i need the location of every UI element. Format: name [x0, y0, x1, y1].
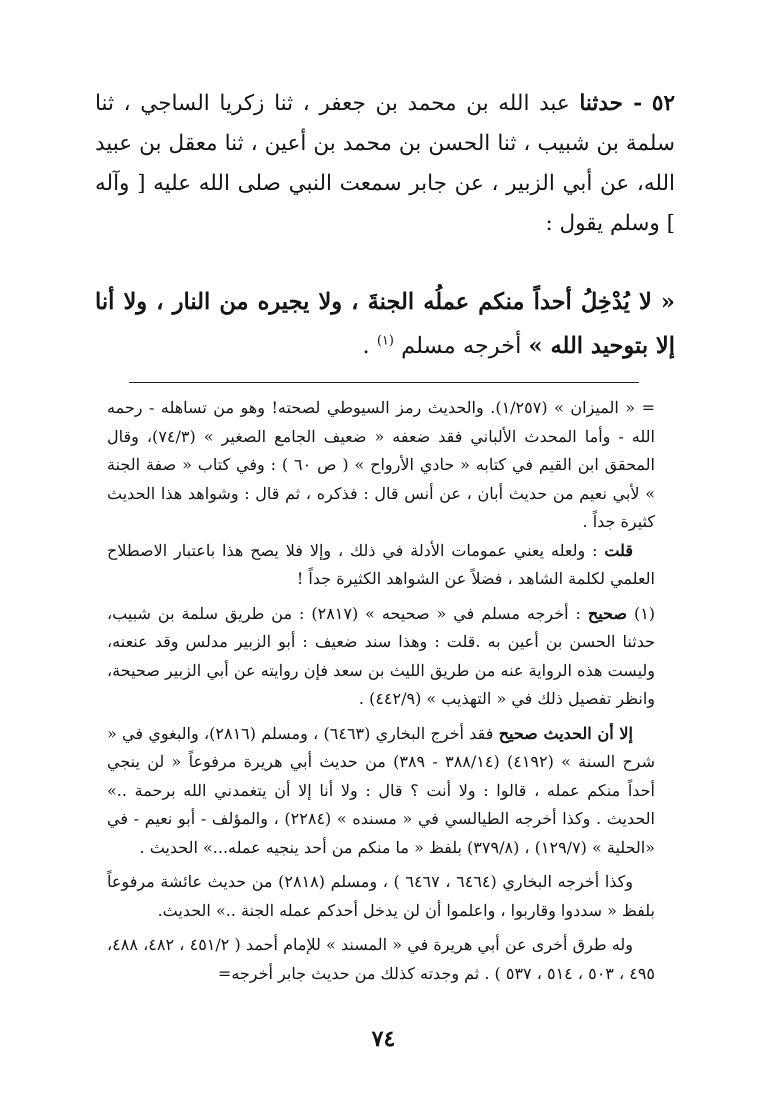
- footnote-separator: [129, 382, 639, 383]
- footnote-1: [107, 600, 655, 714]
- footnote-continuation: = « الميزان » (١/٢٥٧). والحديث رمز السيوطي لصحته! وهو من تساهله - رحمه الله - وأما المحدث الألباني فقد ضعفه « ضعيف الجامع الصغير » (٧٤/٣)، وقال المحقق ابن القيم في كتابه « حادي الأرواح » ( ص ٦٠ ) : وفي كتاب « صفة الجنة » لأبي نعيم من حديث أبان ، عن أنس قال : فذكره ، ثم قال : وشواهد هذا الحديث كثيرة جداً .: [107, 398, 656, 531]
- footnotes-section: [107, 394, 655, 988]
- authentication-text: فقد أخرج البخاري (٦٤٦٣) ، ومسلم (٢٨١٦)، والبغوي في « شرح السنة » (٤١٩٢) (٣٨٨/١٤ - ٣٨٩) من حديث أبي هريرة مرفوعاً « لن ينجي أحداً منكم عمله ، قالوا : ولا أنت ؟ قال : ولا أنا إلا أن يتغمدني الله برحمة ..» الحديث . وكذا أخرجه الطيالسي في « مسنده » (٢٢٨٤) ، والمؤلف - أبو نعيم - في «الحلية » (١٢٩/٧) ، (٣٧٩/٨) بلفظ « ما منكم من أحد ينجيه عمله...» الحديث .: [107, 723, 656, 857]
- footnote-1-number: (١): [633, 603, 656, 623]
- isnad-chain: عبد الله بن محمد بن جعفر ، ثنا زكريا الساجي ، ثنا سلمة بن شبيب ، ثنا الحسن بن محمد بن أعين ، ثنا معقل بن عبيد الله، عن أبي الزبير ، عن جابر سمعت النبي صلى الله عليه [ وآله ] وسلم يقول :: [95, 91, 675, 236]
- takhrij-text: أخرجه مسلم: [393, 333, 529, 359]
- page-number: ٧٤: [371, 1026, 396, 1052]
- ahmad-paragraph: وله طرق أخرى عن أبي هريرة في « المسند » للإمام أحمد ( ٤٥١/٢ ، ٤٨٢، ٤٨٨، ٤٩٥ ، ٥٠٣ ، ٥١٤ ، ٥٣٧ ) . ثم وجدته كذلك من حديث جابر أخرجه=: [107, 935, 655, 983]
- matn-text: « لا يُدْخِلُ أحداً منكم عملُه الجنةَ ، ولا يجيره من النار ، ولا أنا إلا بتوحيد الله »: [95, 289, 675, 359]
- qult-text: : ولعله يعني عمومات الأدلة في ذلك ، وإلا فلا يصح هذا باعتبار الاصطلاح العلمي لكلمة الشاهد ، فضلاً عن الشواهد الكثيرة جداً !: [107, 540, 655, 588]
- hadith-isnad: [95, 84, 675, 244]
- hadith-number: ٥٢: [651, 91, 675, 116]
- qult-label: قلت: [604, 540, 633, 560]
- aisha-paragraph: وكذا أخرجه البخاري (٦٤٦٤ ، ٦٤٦٧ ) ، ومسلم (٢٨١٨) من حديث عائشة مرفوعاً بلفظ « سددوا وقاربوا ، واعلموا أن لن يدخل أحدكم عمله الجنة ..» الحديث.: [107, 872, 655, 920]
- hadith-matn: [95, 280, 675, 368]
- qult-paragraph: [107, 537, 655, 594]
- footnote-1-text: : أخرجه مسلم في « صحيحه » (٢٨١٧) : من طريق سلمة بن شبيب، حدثنا الحسن بن أعين به .قلت : وهذا سند ضعيف : أبو الزبير مدلس وقد عنعنه، وليست هذه الرواية عنه من طريق الليث بن سعد فإن روايته عن أبي الزبير صحيحة، وانظر تفصيل ذلك في « التهذيب » (٤٤٢/٩) .: [107, 603, 655, 708]
- footnote-1-grade: صحيح: [587, 603, 627, 623]
- authentication-label: إلا أن الحديث صحيح: [498, 723, 634, 743]
- narration-label: - حدثنا: [579, 91, 643, 116]
- footnote-reference[interactable]: (١): [376, 333, 394, 349]
- authentication-paragraph: [107, 720, 655, 863]
- matn-end: .: [362, 333, 377, 359]
